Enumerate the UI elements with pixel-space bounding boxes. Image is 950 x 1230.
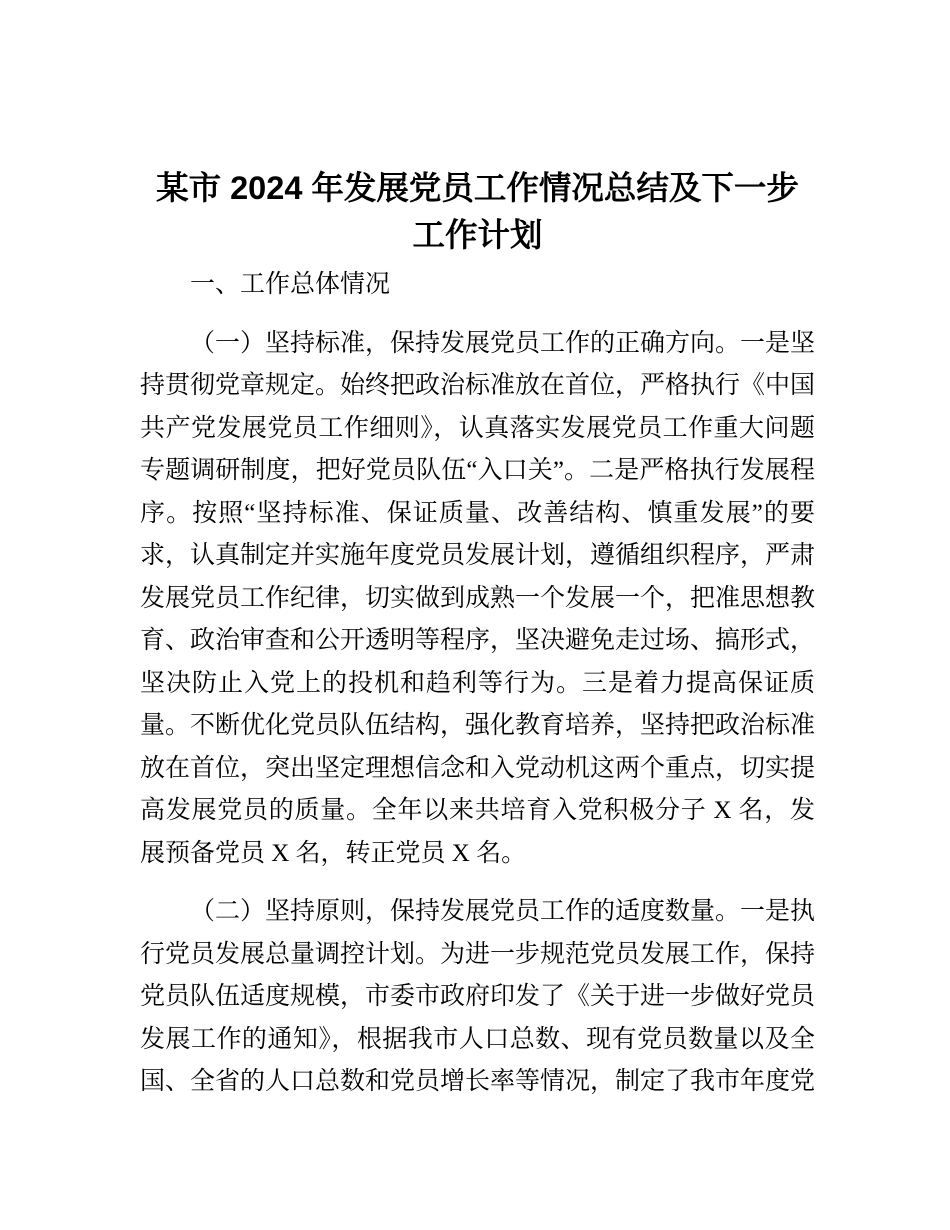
section-heading: 一、工作总体情况: [190, 271, 391, 298]
document-title: 某市 2024 年发展党员工作情况总结及下一步工作计划: [156, 170, 799, 253]
paragraph-2: （二）坚持原则，保持发展党员工作的适度数量。一是执行党员发展总量调控计划。为进一步规范党员发展工作，保持党员队伍适度规模，市委市政府印发了《关于进一步做好党员发展工作的通知》，根据我市人口总数、现有党员数量以及全国、全省的人口总数和党员增长率等情况，制定了我市年度党: [140, 898, 816, 1095]
paragraph-1: （一）坚持标准，保持发展党员工作的正确方向。一是坚持贯彻党章规定。始终把政治标准放在首位，严格执行《中国共产党发展党员工作细则》，认真落实发展党员工作重大问题专题调研制度，把好党员队伍“入口关”。二是严格执行发展程序。按照“坚持标准、保证质量、改善结构、慎重发展”的要求，认真制定并实施年度党员发展计划，遵循组织程序，严肃发展党员工作纪律，切实做到成熟一个发展一个，把准思想教育、政治审查和公开透明等程序，坚决避免走过场、搞形式，坚决防止入党上的投机和趋利等行为。三是着力提高保证质量。不断优化党员队伍结构，强化教育培养，坚持把政治标准放在首位，突出坚定理想信念和入党动机这两个重点，切实提高发展党员的质量。全年以来共培育入党积极分子 X 名，发展预备党员 X 名，转正党员 X 名。: [140, 329, 816, 867]
